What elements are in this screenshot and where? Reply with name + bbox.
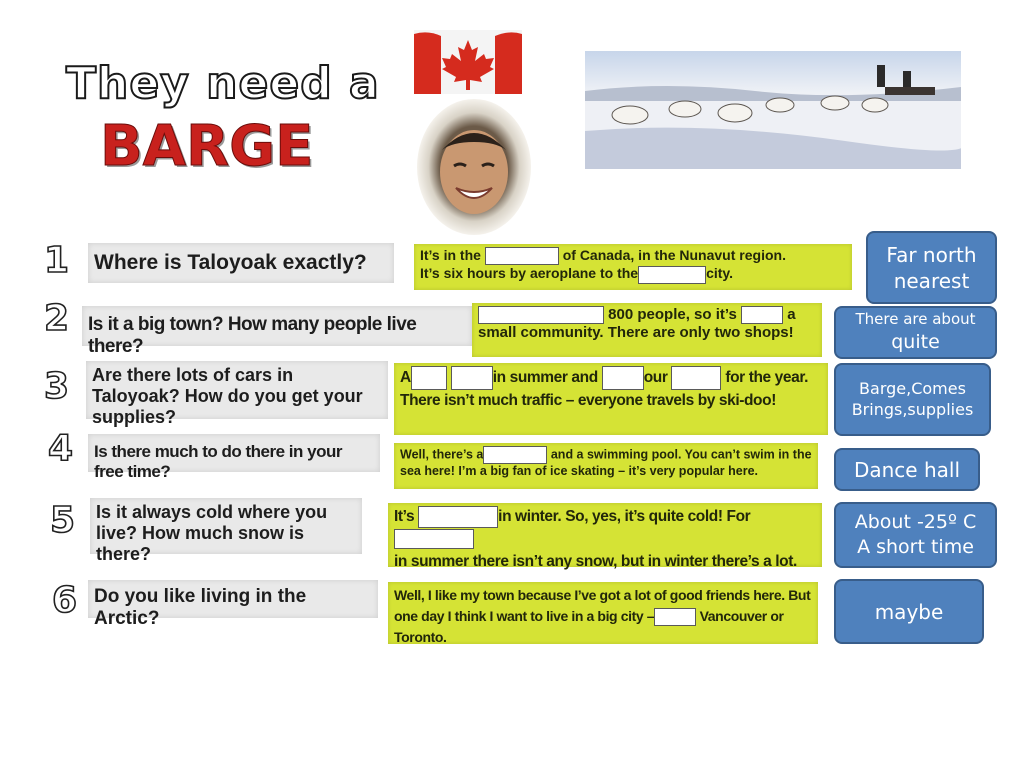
hint-3-line-1: Barge,Comes [859, 378, 966, 398]
title-line-1: They need a [66, 58, 380, 109]
answer-1-text-a: It’s in the [420, 247, 481, 263]
row-number-1: 1 [44, 240, 70, 281]
question-3: Are there lots of cars in Taloyoak? How do you get your supplies? [86, 361, 388, 419]
hint-box-5[interactable] [834, 502, 997, 568]
answer-3-blank-4[interactable] [671, 366, 721, 390]
answer-5-blank-1[interactable] [418, 506, 498, 528]
question-2: Is it a big town? How many people live there? [82, 306, 472, 346]
hint-box-4[interactable] [834, 448, 980, 491]
hint-box-1[interactable] [866, 231, 997, 304]
answer-5-text-b: in winter. So, yes, it’s quite cold! For [498, 508, 751, 526]
answer-5-text-a: It’s [394, 508, 415, 526]
answer-2-text-b: a [787, 306, 796, 323]
row-number-2: 2 [44, 298, 70, 339]
answer-3-blank-2[interactable] [451, 366, 493, 390]
hint-box-2[interactable] [834, 306, 997, 359]
question-5: Is it always cold where you live? How much snow is there? [90, 498, 362, 554]
answer-3-text-b: in summer and [492, 369, 598, 387]
child-portrait-image [416, 98, 532, 236]
hint-5-line-2: A short time [857, 536, 974, 558]
hint-6-line-1: maybe [874, 599, 944, 624]
answer-1-blank-2[interactable] [638, 266, 706, 284]
row-number-5: 5 [50, 500, 76, 541]
hint-2-line-2: quite [891, 330, 940, 353]
answer-6-text-a: Well, I like my town because I’ve got a lot of good friends here. But one day I think I want to live in a big city – [394, 587, 811, 624]
answer-4 [394, 443, 818, 489]
row-number-3: 3 [44, 366, 70, 407]
answer-1-text-c: It’s six hours by aeroplane to the [420, 265, 639, 282]
question-6: Do you like living in the Arctic? [88, 580, 378, 618]
hint-1-line-2: nearest [893, 268, 970, 293]
answer-5-blank-2[interactable] [394, 529, 474, 549]
answer-3-blank-3[interactable] [602, 366, 644, 390]
hint-3-line-2: Brings,supplies [851, 399, 974, 419]
answer-2-blank-2[interactable] [741, 306, 783, 324]
answer-4-blank-1[interactable] [483, 446, 547, 464]
answer-2-text-c: small community. There are only two shops! [478, 324, 794, 342]
answer-3-text-c: our [643, 369, 668, 387]
answer-3 [394, 363, 828, 435]
answer-1-text-d: city. [706, 265, 734, 282]
dog-sled-photo [585, 51, 961, 169]
canada-flag-image [414, 30, 522, 94]
hint-1-line-1: Far north [886, 242, 977, 267]
answer-2 [472, 303, 822, 357]
hint-2-line-1: There are about [855, 310, 976, 329]
hint-4-line-1: Dance hall [853, 457, 961, 482]
answer-1-blank-1[interactable] [485, 247, 559, 265]
answer-5-text-c: in summer there isn’t any snow, but in winter there’s a lot. [394, 553, 797, 571]
answer-6-text-b: Vancouver or Toronto. [394, 608, 784, 645]
row-number-4: 4 [48, 428, 74, 469]
row-number-6: 6 [52, 580, 78, 621]
question-1: Where is Taloyoak exactly? [88, 243, 394, 283]
hint-5-line-1: About -25º C [854, 511, 977, 534]
answer-2-text-a: 800 people, so it’s [608, 306, 737, 323]
answer-4-text-b: and a swimming pool. You can’t swim in the sea here! I’m a big fan of ice skating – it’s very popular here. [400, 447, 812, 478]
answer-1-text-b: of Canada, in the Nunavut region. [562, 247, 786, 263]
question-4: Is there much to do there in your free time? [88, 434, 380, 472]
hint-box-6[interactable] [834, 579, 984, 644]
title-line-2: BARGE [100, 114, 314, 179]
answer-3-blank-1[interactable] [411, 366, 447, 390]
answer-3-text-a: A [400, 369, 411, 387]
answer-1 [414, 244, 852, 290]
hint-box-3[interactable] [834, 363, 991, 436]
answer-2-blank-1[interactable] [478, 306, 604, 324]
answer-4-text-a: Well, there’s a [400, 447, 484, 462]
answer-3-text-d: for the year. There isn’t much traffic – everyone travels by ski-doo! [400, 369, 808, 409]
answer-6-blank-1[interactable] [654, 608, 696, 626]
answer-5 [388, 503, 822, 571]
answer-6 [388, 582, 818, 644]
